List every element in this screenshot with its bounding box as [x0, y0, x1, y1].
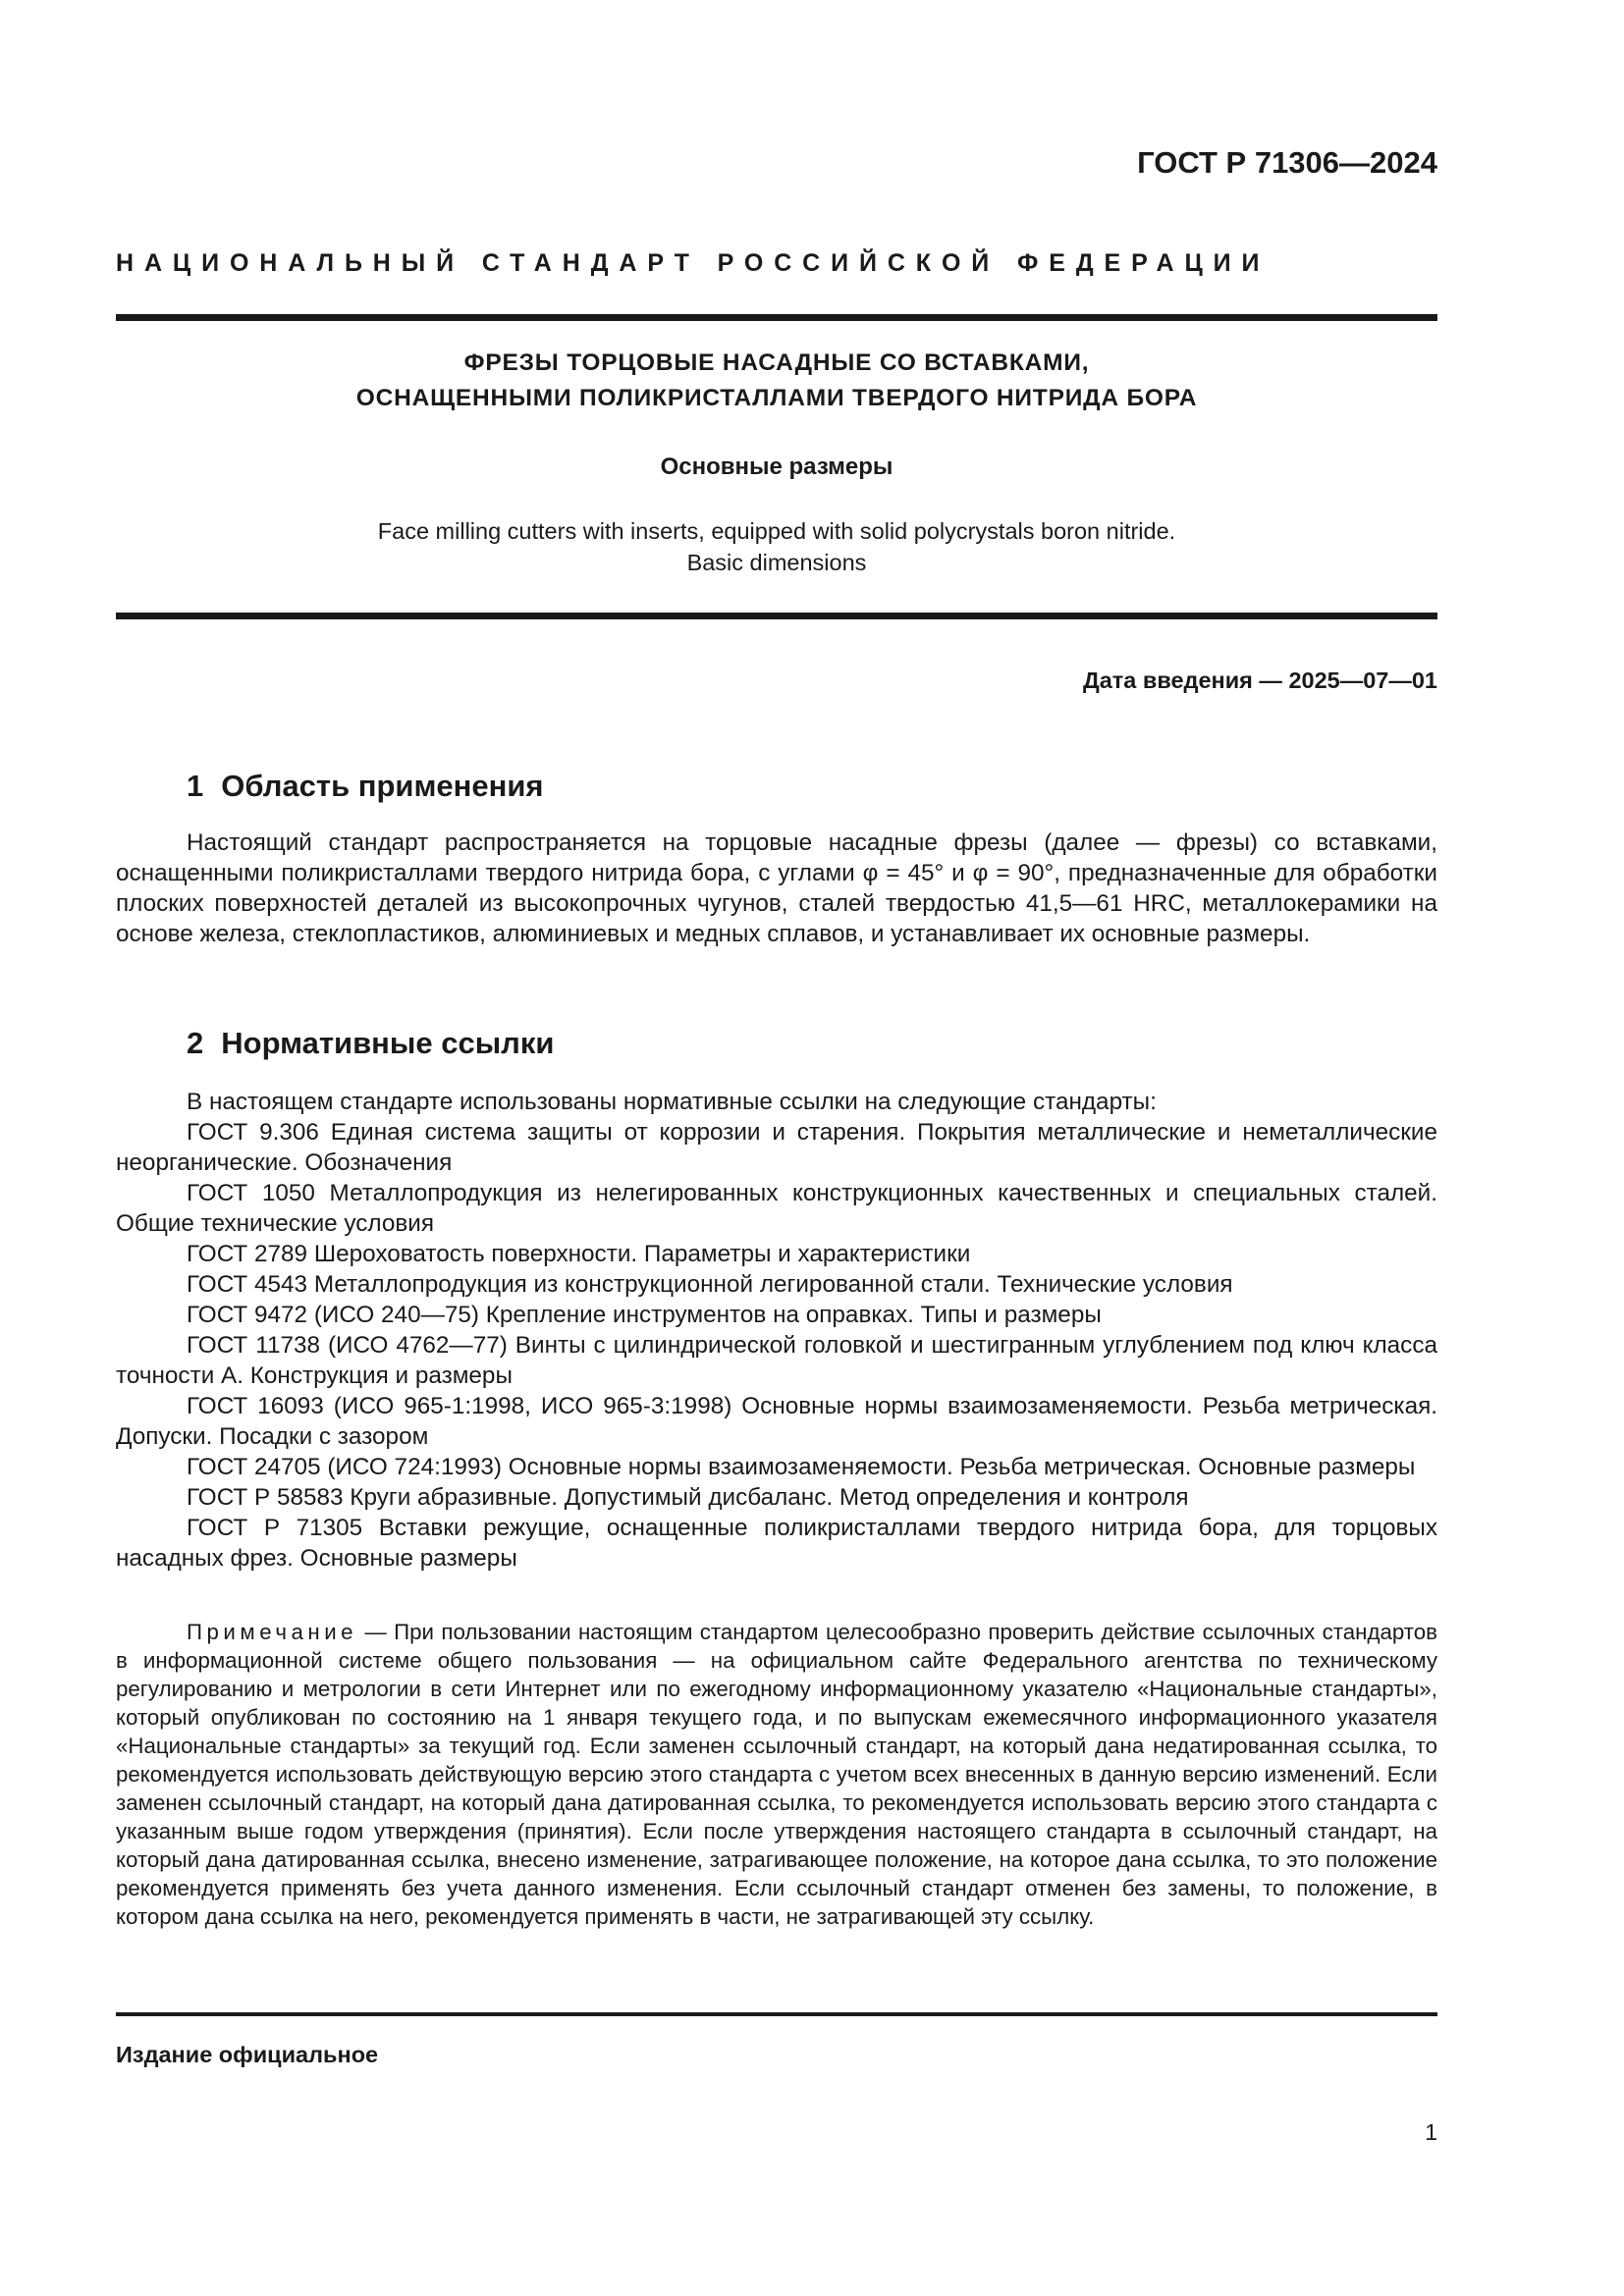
- reference-item: ГОСТ 9472 (ИСО 240—75) Крепление инструментов на оправках. Типы и размеры: [187, 1302, 1102, 1328]
- english-title-line-1: Face milling cutters with inserts, equipped with solid polycrystals boron nitride.: [377, 518, 1176, 544]
- reference-item: ГОСТ 2789 Шероховатость поверхности. Параметры и характеристики: [187, 1241, 971, 1267]
- reference-item: ГОСТ 9.306 Единая система защиты от коррозии и старения. Покрытия металлические и неметаллические неорганические. Обозначения: [116, 1119, 1437, 1176]
- title-line-1: ФРЕЗЫ ТОРЦОВЫЕ НАСАДНЫЕ СО ВСТАВКАМИ,: [463, 349, 1090, 376]
- reference-item: ГОСТ 24705 (ИСО 724:1993) Основные нормы взаимозаменяемости. Резьба метрическая. Основные размеры: [187, 1454, 1416, 1480]
- reference-item: ГОСТ Р 71305 Вставки режущие, оснащенные поликристаллами твердого нитрида бора, для торцовых насадных фрез. Основные размеры: [116, 1515, 1437, 1572]
- reference-item: ГОСТ 11738 (ИСО 4762—77) Винты с цилиндрической головкой и шестигранным углублением под ключ класса точности А. Конструкция и размеры: [116, 1332, 1437, 1389]
- section-1-paragraph: Настоящий стандарт распространяется на торцовые насадные фрезы (далее — фрезы) со вставками, оснащенными поликристаллами твердого нитрида бора, с углами φ = 45° и φ = 90°, предназначенные для обработки плоских поверхностей деталей из высокопрочных чугунов, сталей твердостью 41,5—61 HRC, металлокерамики на основе железа, стеклопластиков, алюминиевых и медных сплавов, и устанавливает их основные размеры.: [116, 829, 1437, 947]
- section-1-text: [116, 828, 1437, 949]
- national-standard-header: НАЦИОНАЛЬНЫЙ СТАНДАРТ РОССИЙСКОЙ ФЕДЕРАЦИИ: [116, 249, 1271, 277]
- section-2-heading: [187, 1026, 554, 1061]
- reference-item: ГОСТ 1050 Металлопродукция из нелегированных конструкционных качественных и специальных сталей. Общие технические условия: [116, 1180, 1437, 1237]
- reference-item: ГОСТ 16093 (ИСО 965-1:1998, ИСО 965-3:1998) Основные нормы взаимозаменяемости. Резьба метрическая. Допуски. Посадки с зазором: [116, 1393, 1437, 1450]
- normative-references-list: [116, 1087, 1437, 1574]
- english-title: [116, 515, 1437, 578]
- footer-rule: [116, 2012, 1437, 2016]
- section-1-title: Область применения: [221, 769, 544, 803]
- title-rule: [116, 613, 1437, 619]
- note-text: — При пользовании настоящим стандартом целесообразно проверить действие ссылочных стандартов в информационной системе общего пользования — на официальном сайте Федерального агентства по техническому регулированию и метрологии в сети Интернет или по ежегодному информационному указателю «Национальные стандарты», который опубликован по состоянию на 1 января текущего года, и по выпускам ежемесячного информационного указателя «Национальные стандарты» за текущий год. Если заменен ссылочный стандарт, на который дана недатированная ссылка, то рекомендуется использовать действующую версию этого стандарта с учетом всех внесенных в данную версию изменений. Если заменен ссылочный стандарт, на который дана датированная ссылка, то рекомендуется использовать версию этого стандарта с указанным выше годом утверждения (принятия). Если после утверждения настоящего стандарта в ссылочный стандарт, на который дана датированная ссылка, внесено изменение, затрагивающее положение, на которое дана ссылка, то это положение рекомендуется применять без учета данного изменения. Если ссылочный стандарт отменен без замены, то положение, в котором дана ссылка на него, рекомендуется применять в части, не затрагивающей эту ссылку.: [116, 1620, 1437, 1929]
- introduction-date: Дата введения — 2025—07—01: [1082, 667, 1437, 693]
- document-id: ГОСТ Р 71306—2024: [1137, 145, 1437, 180]
- page-number: 1: [1425, 2119, 1437, 2145]
- document-title: [116, 346, 1437, 416]
- section-1-number: 1: [187, 769, 204, 803]
- section-2-title: Нормативные ссылки: [221, 1026, 555, 1060]
- references-intro: В настоящем стандарте использованы нормативные ссылки на следующие стандарты:: [187, 1089, 1157, 1115]
- title-line-2: ОСНАЩЕННЫМИ ПОЛИКРИСТАЛЛАМИ ТВЕРДОГО НИТРИДА БОРА: [355, 385, 1198, 411]
- reference-item: ГОСТ 4543 Металлопродукция из конструкционной легированной стали. Технические условия: [187, 1271, 1233, 1298]
- official-edition-label: Издание официальное: [116, 2042, 379, 2067]
- section-2-number: 2: [187, 1026, 204, 1060]
- section-1-heading: [187, 769, 544, 804]
- reference-item: ГОСТ Р 58583 Круги абразивные. Допустимый дисбаланс. Метод определения и контроля: [187, 1484, 1189, 1511]
- header-rule: [116, 314, 1437, 321]
- document-subtitle: Основные размеры: [660, 454, 893, 480]
- document-page: [116, 0, 1437, 2296]
- references-note: [116, 1618, 1437, 1931]
- note-label: Примечание: [187, 1620, 358, 1644]
- english-title-line-2: Basic dimensions: [686, 550, 867, 575]
